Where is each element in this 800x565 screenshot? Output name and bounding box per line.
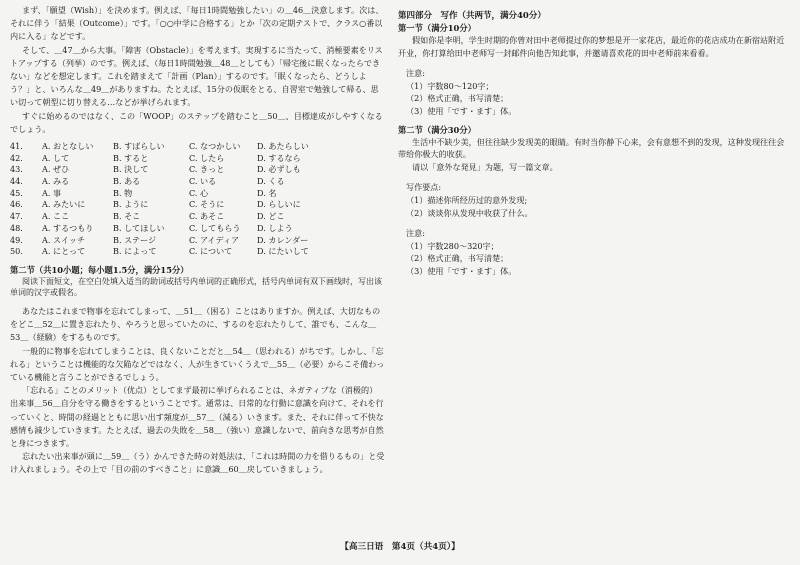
intro-paragraph: まず、「願望（Wish）」を決めます。例えば、「毎日1時間勉強したい」の＿46＿決意します。次は、それに伴う「結果（Outcome）」です。「○○中学に合格する」とか「次の定期テストで、クラス○番以内に入る」などです。	[10, 5, 384, 42]
question-row	[10, 164, 385, 176]
question-number: 44.	[10, 176, 23, 187]
option-d: D. しよう	[257, 222, 293, 233]
option-d: D. 名	[257, 187, 277, 198]
section2-title: 第二节（共10小题；每小题1.5分，满分15分）	[10, 264, 189, 275]
writing-points-label: 写作要点:	[406, 182, 442, 193]
question-number: 45.	[10, 187, 23, 198]
question-number: 50.	[10, 246, 23, 257]
section1-title: 第一节（满分10分）	[398, 23, 476, 33]
section1-note: （2）格式正确，书写清楚；	[406, 93, 509, 104]
section2-note-label: 注意:	[406, 228, 425, 239]
option-a: A. ここ	[42, 211, 70, 222]
option-b: B. ように	[113, 199, 149, 210]
option-c: C. いる	[189, 176, 217, 187]
option-c: C. してもらう	[189, 222, 241, 233]
option-b: B. 決して	[113, 164, 149, 175]
option-c: C. きっと	[189, 164, 225, 175]
question-number: 46.	[10, 199, 23, 210]
option-d: D. するなら	[257, 152, 301, 163]
question-row	[10, 199, 385, 211]
option-b: B. そこ	[113, 211, 141, 222]
passage-paragraph: あなたはこれまで物事を忘れてしまって、＿51＿（困る）ことはありますか。例えば、大切なものをどこ＿52＿に置き忘れたり、やろうと思っていたのに、するのを忘れたりして、誰でも、こんな＿53＿（経験）をするものです。	[10, 305, 381, 343]
option-c: C. 心	[189, 187, 209, 198]
passage-paragraph: 忘れたい出来事が頭に＿59＿（う）かんできた時の対処法は、「これは時間の力を借りるもの」と受け入れましょう。その上で「目の前のすべきこと」に意識＿60＿戻していきましょう。	[10, 451, 385, 475]
option-a: A. にとって	[42, 246, 86, 257]
question-number: 48.	[10, 222, 23, 233]
section2-note: （3）使用「です・ます」体。	[406, 265, 517, 276]
option-a: A. 事	[42, 187, 62, 198]
question-row	[10, 235, 385, 247]
question-row	[10, 223, 385, 235]
question-number: 42.	[10, 152, 23, 163]
question-row	[10, 246, 385, 258]
question-options-table	[10, 141, 385, 258]
left-column	[10, 4, 385, 477]
option-c: C. そうに	[189, 199, 225, 210]
option-b: B. 物	[113, 187, 133, 198]
part-title: 第四部分 写作（共两节，满分40分）	[398, 11, 546, 21]
question-row	[10, 188, 385, 200]
option-d: D. にたいして	[257, 246, 309, 257]
option-d: D. あたらしい	[257, 141, 309, 152]
question-number: 49.	[10, 234, 23, 245]
option-d: D. くる	[257, 176, 285, 187]
option-a: A. して	[42, 152, 70, 163]
section1-note: （1）字数80～120字；	[406, 80, 494, 91]
option-a: A. するつもり	[42, 222, 94, 233]
option-c: C. アイディア	[189, 234, 240, 245]
question-number: 43.	[10, 164, 23, 175]
question-row	[10, 153, 385, 165]
option-c: C. あそこ	[189, 211, 225, 222]
option-c: C. について	[189, 246, 233, 257]
option-b: B. してほしい	[113, 222, 165, 233]
option-d: D. どこ	[257, 211, 285, 222]
option-b: B. によって	[113, 246, 157, 257]
question-number: 41.	[10, 141, 23, 152]
section1-prompt: 假如你是李明，学生时期的你曾对田中老师提过你的梦想是开一家花店，最近你的花店成功在新宿站附近开业，你打算给田中老师写一封邮件向他告知此事，并邀请喜欢花的田中老师前来看看。	[398, 35, 785, 58]
page-footer: 【高三日语 第4页（共4页）】	[340, 542, 460, 552]
question-number: 47.	[10, 211, 23, 222]
question-row	[10, 176, 385, 188]
option-a: A. おとなしい	[42, 141, 94, 152]
option-a: A. ぜひ	[42, 164, 70, 175]
option-b: B. すばらしい	[113, 141, 165, 152]
option-d: D. らしいに	[257, 199, 301, 210]
option-b: B. ステージ	[113, 234, 157, 245]
writing-point: （2）谈谈你从发现中收获了什么。	[406, 207, 533, 218]
section1-note-label: 注意:	[406, 68, 425, 79]
section2-prompt-topic: 请以「意外な発見」为题，写一篇文章。	[412, 161, 558, 172]
question-row	[10, 141, 385, 153]
cloze-passage	[10, 305, 385, 477]
option-c: C. したら	[189, 152, 225, 163]
section2-instruction: 阅读下面短文，在空白处填入适当的助词或括号内单词的正确形式，括号内单词有双下画线时，写出该单词的汉字或假名。	[10, 276, 382, 298]
intro-paragraph: そして、＿47＿から大事。「障害（Obstacle）」を考えます。実現するに当たって、消極要素をリストアップする（列挙）のです。例えば、（毎日1時間勉強＿48＿としても）「帰宅後に眠くなったらできない」などを想定します。これを踏まえて「計画（Plan）」するのです。「眠くなったら、どうしよう？」と、いろんな＿49＿がありますね。たとえば、15分の仮眠をとる、自習室で勉強して帰る、思い切って朝型に切り替える…などが挙げられます。	[10, 44, 383, 108]
writing-point: （1）描述你所经历过的意外发现;	[406, 194, 528, 205]
section2-note: （2）格式正确，书写清楚；	[406, 253, 509, 264]
option-b: B. すると	[113, 152, 149, 163]
option-a: A. スイッチ	[42, 234, 86, 245]
option-d: D. 必ずしも	[257, 164, 301, 175]
right-column	[398, 10, 790, 278]
section1-note: （3）使用「です・ます」体。	[406, 105, 517, 116]
section2-writing-title: 第二节（满分30分）	[398, 124, 476, 135]
passage-paragraph: 「忘れる」ことのメリット（优点）としてまず最初に挙げられることは、ネガティブな（消极的）出来事＿56＿自分を守る働きをするということです。通常は、日常的な行動に意識を向けて、それを行っていくと、時間の経過とともに思い出す頻度が＿57＿（減る）いきます。また、それに伴って不快な感情も減少していきます。たとえば、過去の失敗を＿58＿（強い）意識しないで、前向きな思考が自然と身につきます。	[10, 385, 384, 448]
passage-paragraph: 一般的に物事を忘れてしまうことは、良くないことだと＿54＿（思われる）がちです。しかし、「忘れる」ということは機能的な欠陥などではなく、人が生きていくうえで＿55＿（必要）からこそ備わっている機能と言うことができるでしょう。	[10, 345, 385, 382]
section2-note: （1）字数280～320字；	[406, 240, 499, 251]
intro-paragraph: すぐに始めるのではなく、この「WOOP」のステップを踏むこと＿50＿、目標達成がしやすくなるでしょう。	[10, 110, 383, 134]
option-a: A. みたいに	[42, 199, 86, 210]
option-a: A. みる	[42, 176, 70, 187]
section2-prompt: 生活中不缺少美，但往往缺少发现美的眼睛。有时当你静下心来，会有意想不到的发现，这种发现往往会带给你极大的收获。	[398, 136, 785, 160]
option-d: D. カレンダー	[257, 234, 309, 245]
question-row	[10, 211, 385, 223]
option-b: B. ある	[113, 176, 141, 187]
option-c: C. なつかしい	[189, 141, 241, 152]
